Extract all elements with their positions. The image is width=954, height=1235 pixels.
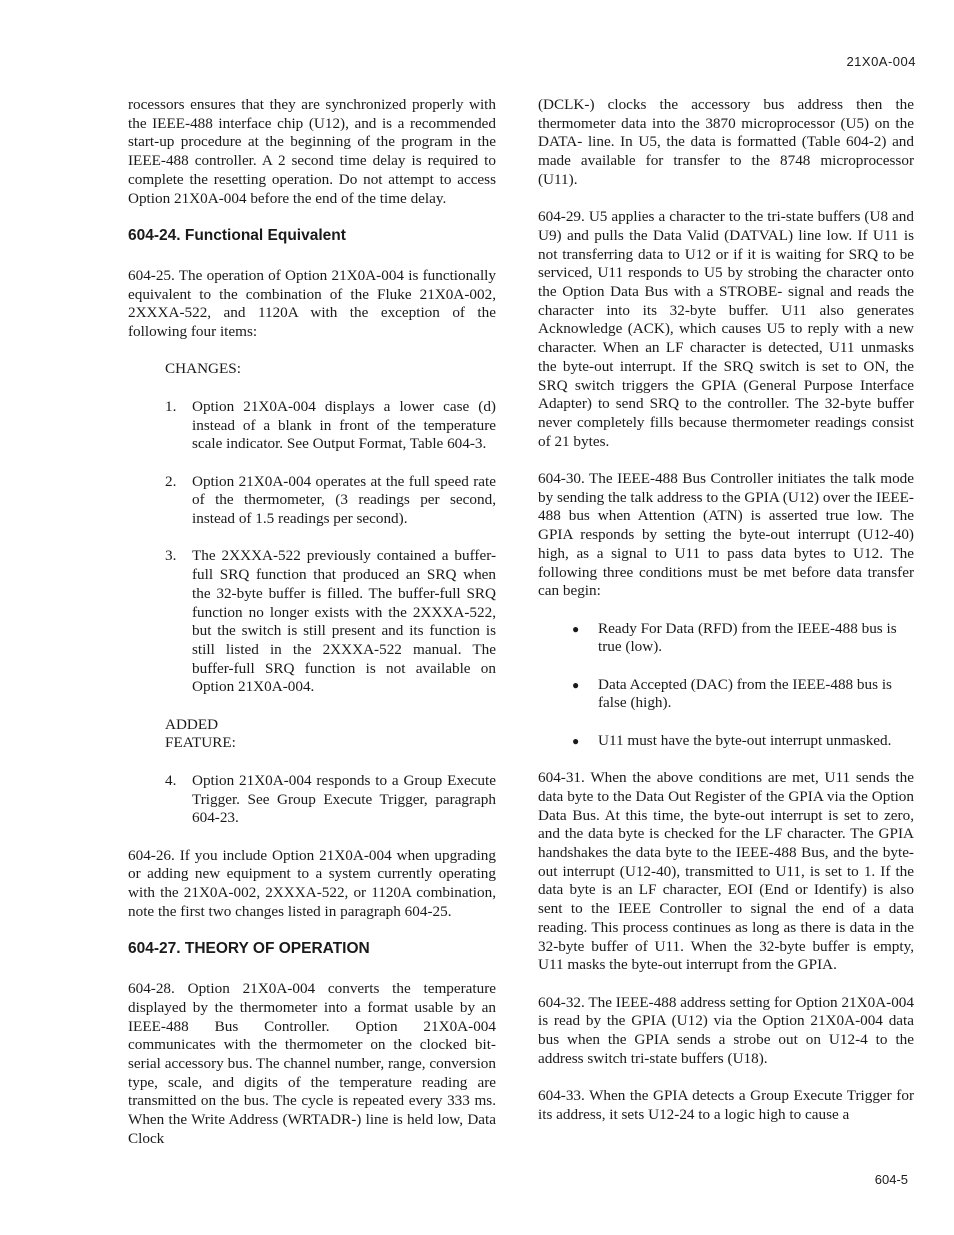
bullet-item bbox=[538, 676, 914, 713]
heading-theory-of-operation: 604-27. THEORY OF OPERATION bbox=[128, 940, 370, 958]
added-label-line-2: FEATURE: bbox=[165, 734, 236, 752]
paragraph-604-31: 604-31. When the above conditions are met, U11 sends the data byte to the Data Out Register of the GPIA via the Option Data Bus. At this time, the byte-out interrupt is set to zero, and the data byte is checked for the LF character. The GPIA handshakes the data byte to the IEEE-488 Bus, and the byte-out interrupt (U12-40), transmitted to U11, is set to 1. If the data byte is an LF character, EOI (End or Identify) is also sent to the IEEE Controller to signal the end of a data reading. This process continues as long as there is data in the 32-byte buffer of U11. When the 32-byte buffer is empty, U11 masks the byte-out interrupt from the GPIA. bbox=[538, 769, 914, 974]
list-item bbox=[128, 473, 496, 529]
page-header: 21X0A-004 bbox=[846, 54, 916, 69]
bullet-item bbox=[538, 732, 914, 751]
paragraph-604-29: 604-29. U5 applies a character to the tri-state buffers (U8 and U9) and pulls the Data Valid (DATVAL) line low. If U11 is not transferring data to U12 or if it is waiting for SRQ to be serviced, U11 responds to U5 by strobing the character onto the Option Data Bus with a STROBE- signal and reads the character into its 32-byte buffer. U11 also generates Acknowledge (ACK), which causes U5 to reply with a new character. When an LF character is detected, U11 unmasks the byte-out interrupt. If the SRQ switch is set to ON, the SRQ switch triggers the GPIA (General Purpose Interface Adapter) to send SRQ to the controller. The 32-byte buffer never completely fills because thermometer readings consist of 21 bytes. bbox=[538, 208, 914, 450]
list-item bbox=[128, 398, 496, 454]
list-item-number: 3. bbox=[165, 547, 177, 565]
left-column bbox=[128, 96, 496, 1167]
paragraph-604-30: 604-30. The IEEE-488 Bus Controller initiates the talk mode by sending the talk address to the GPIA (U12) over the IEEE-488 bus when Attention (ATN) is asserted true low. The GPIA responds by setting the byte-out interrupt (U12-40) high, as a signal to U11 to pass data bytes to U12. The following three conditions must be met before data transfer can begin: bbox=[538, 470, 914, 600]
list-item bbox=[128, 772, 496, 828]
list-item-number: 2. bbox=[165, 472, 177, 490]
added-label-line-1: ADDED bbox=[165, 715, 219, 733]
list-item-text: Option 21X0A-004 operates at the full speed rate of the thermometer, (3 readings per second, instead of 1.5 readings per second). bbox=[192, 472, 496, 527]
bullet-icon: ● bbox=[572, 677, 580, 692]
paragraph-intro: rocessors ensures that they are synchronized properly with the IEEE-488 interface chip (U12), and is a recommended start-up procedure at the beginning of the program in the IEEE-488 controller. A 2 second time delay is required to complete the resetting operation. Do not attempt to access Option 21X0A-004 before the end of the time delay. bbox=[128, 96, 496, 207]
list-item-text: Option 21X0A-004 responds to a Group Execute Trigger. See Group Execute Trigger, paragraph 604-23. bbox=[192, 771, 496, 827]
list-item-number: 4. bbox=[165, 771, 177, 789]
paragraph-604-26: 604-26. If you include Option 21X0A-004 when upgrading or adding new equipment to a system currently operating with the 21X0A-002, 2XXXA-522, or 1120A combination, note the first two changes listed in paragraph 604-25. bbox=[128, 846, 496, 920]
list-item-text: Option 21X0A-004 displays a lower case (d) instead of a blank in front of the temperature scale indicator. See Output Format, Table 604-3. bbox=[192, 397, 496, 453]
changes-label: CHANGES: bbox=[165, 360, 241, 378]
list-item bbox=[128, 547, 496, 697]
list-item-number: 1. bbox=[165, 397, 177, 415]
bullet-text: U11 must have the byte-out interrupt unmasked. bbox=[598, 731, 892, 749]
bullet-item bbox=[538, 620, 914, 657]
page-number: 604-5 bbox=[874, 1172, 908, 1187]
bullet-text: Ready For Data (RFD) from the IEEE-488 bus is true (low). bbox=[598, 619, 897, 656]
paragraph-604-32: 604-32. The IEEE-488 address setting for Option 21X0A-004 is read by the GPIA (U12) via the Option 21X0A-004 data bus when the GPIA sends a strobe out on U12-4 to the address switch tri-state buffers (U18). bbox=[538, 993, 914, 1067]
paragraph-continued: (DCLK-) clocks the accessory bus address then the thermometer data into the 3870 microprocessor (U5) on the DATA- line. In U5, the data is formatted (Table 604-2) and made available for transfer to the 8748 microprocessor (U11). bbox=[538, 96, 914, 188]
bullet-icon: ● bbox=[572, 621, 580, 636]
paragraph-604-25: 604-25. The operation of Option 21X0A-004 is functionally equivalent to the combination of the Fluke 21X0A-002, 2XXXA-522, and 1120A with the exception of the following four items: bbox=[128, 266, 496, 341]
paragraph-604-28: 604-28. Option 21X0A-004 converts the temperature displayed by the thermometer into a format usable by an IEEE-488 Bus Controller. Option 21X0A-004 communicates with the thermometer on the clocked bit-serial accessory bus. The channel number, range, conversion type, scale, and digits of the temperature reading are transmitted on the bus. The cycle is repeated every 333 ms. When the Write Address (WRTADR-) line is held low, Data Clock bbox=[128, 980, 496, 1147]
bullet-text: Data Accepted (DAC) from the IEEE-488 bus is false (high). bbox=[598, 675, 892, 712]
list-item-text: The 2XXXA-522 previously contained a buffer-full SRQ function that produced an SRQ when the 32-byte buffer is filled. The buffer-full SRQ function no longer exists with the 2XXXA-522, but the switch is still present and its function is still listed in the 2XXXA-522 manual. The buffer-full SRQ function is not available on Option 21X0A-004. bbox=[192, 547, 496, 696]
right-column bbox=[538, 96, 914, 1143]
heading-functional-equivalent: 604-24. Functional Equivalent bbox=[128, 226, 346, 244]
bullet-icon: ● bbox=[572, 733, 580, 748]
paragraph-604-33: 604-33. When the GPIA detects a Group Execute Trigger for its address, it sets U12-24 to a logic high to cause a bbox=[538, 1087, 914, 1123]
